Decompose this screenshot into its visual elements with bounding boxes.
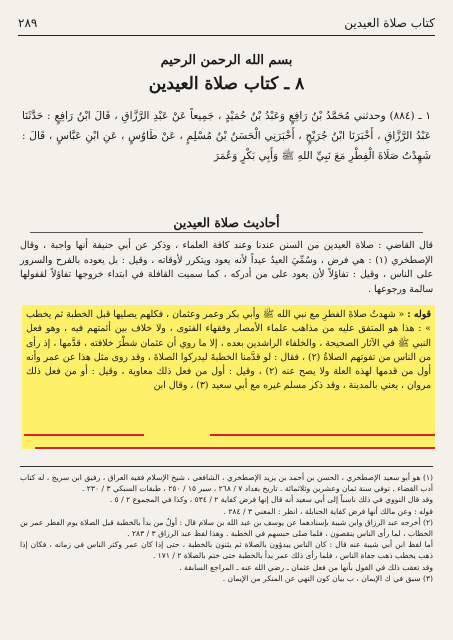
red-underline-1 — [24, 434, 144, 436]
commentary-paragraph: قال القاضي : صلاة العيدين من السنن عندنا وعند كافة العلماء ، وذكر عن أبي حنيفة أنها واجبة ، وقال الإصطخري (١) : هي فرض ، وسُمِّيَ العيدُ عيداً لأنه يعود ويتكرر لأوقاته ، وقيل : بل يعوده بالفرح والسرور على الناس ، وقيل : تفاؤلاً لأن يعود على من أدركه ، كما سميت القافلة في ابتداء خروجها تفاؤلاً لقفولها سالمة ورجوعها . — [20, 240, 433, 295]
page-number: ٢٨٩ — [18, 16, 38, 30]
footnote: أما لفظ ابن أبي شيبة عنه قال : كان الناس يبدؤون بالصلاة ثم يثنون بالخطبة ، حتى إذا كان عمر وكثر الناس في زمانه ، فكان إذا ذهب يخطب ذهب جفاة الناس ، فلما رأى ذلك عمر بدأ بالخطبة حتى ختم بالصلاة ٢ / ١٧١ . — [20, 540, 433, 561]
section-title: أحاديث صلاة العيدين — [173, 215, 280, 230]
red-underline-3 — [35, 447, 435, 449]
footnote: (٣) سبق في ك الإيمان ، ب بيان كون النهي عن المنكر من الإيمان . — [222, 573, 433, 583]
footnote: وقد تعقب ذلك في القول بأنها من فعل عثمان ـ رضي الله عنه ـ المراجع السابقة . — [179, 562, 433, 572]
highlight-lead: قوله : — [407, 309, 431, 320]
footnote-rule — [20, 466, 433, 467]
hadith-text: ١ ـ (٨٨٤) وحدثني مُحَمَّدُ بْنُ رَافِعٍ وَعَبْدُ بْنُ حُمَيْدٍ ، جَمِيعاً عَنْ عَبْدِ الرَّزَّاقِ ، قَالَ ابْنُ رَافِعٍ : حَدَّثَنَا عَبْدُ الرَّزَّاقِ ، أَخْبَرَنَا ابْنُ جُرَيْجٍ ، أَخْبَرَنِي الْحَسَنُ بْنُ مُسْلِمٍ ، عَنْ طَاوُسٍ ، عَنِ ابْنِ عَبَّاسٍ ، قَالَ : شَهِدْتُ صَلَاةَ الْفِطْرِ مَعَ نَبِيِّ اللهِ ﷺ وَأَبِي بَكْرٍ وَعُمَرَ — [22, 110, 431, 162]
footnotes — [20, 472, 433, 584]
book-title: ٨ ـ كتاب صلاة العيدين — [148, 74, 305, 94]
section-rule — [30, 232, 423, 233]
header-rule — [18, 35, 435, 36]
red-underline-2 — [210, 434, 435, 436]
basmala: بسم الله الرحمن الرحيم — [160, 53, 293, 68]
highlighted-passage — [26, 308, 431, 394]
footnote: قوله : وعن مالك أنها فرض كفاية الحنابلة ، انظر : المغني ٣ / ٢٨٤ . — [223, 506, 433, 516]
highlight-text: « شهدتُ صلاةَ الفطرِ مع نبي الله ﷺ وأبي بكر وعمر وعثمان ، فكلهم يصليها قبل الخطبة ثم يخطب » : هذا هو المتفق عليه من مذاهب علماء الأمصار وفقهاء الفتوى ، ولا خلاف بين أئمتهم فيه ، وهو فعل النبي ﷺ في الآثار الصحيحة ، والخلفاء الراشدين بعده ، إلا ما روي أن عثمان شطْرَ خلافته ، قدَّمها ، إذ رأى من الناس من تفوتهم الصلاةُ (٢) ، فقال : لو قدَّمنا الخطبةَ ليدركوا الصلاةَ ، وقد روى مثل هذا عن عمر وأنه أول من قدمها لهذه العلة ولا يصح عنه (٢) ، وقيل : أول من فعل ذلك معاوية ، وقيل : أو من فعل ذلك مروان ، يعني بالمدينة ، وقد ذكر مسلم غيره مع أبي سعيد (٣) ، وقال ابن — [26, 309, 431, 392]
running-title: كتاب صلاة العيدين — [344, 16, 435, 30]
footnote: وقد قال النووي في ذلك ناسباً إلى أبي سعيد أنه قال إنها فرض كفاية ٢ / ٥٣٤ ، وكذا في المجموع ٢ / ٥ . — [109, 495, 433, 505]
footnote: (١) هو أبو سعيد الإصطخري ، الحسن بن أحمد بن يزيد الإصطخري ، الشافعي ، شيخ الإسلام فقيه العراق ، رفيق ابن سريج ، له كتاب أدب القضاء . توفي سنة ثمان وعشرين وثلاثمائة . تاريخ بغداد ٧ / ٢٦٨ ، سير ١٥ / ٢٥٠ ، طبقات السبكي ٣ / ٢٣٠ . — [20, 473, 433, 494]
page-header — [18, 10, 435, 36]
footnote: (٢) أخرجه عبد الرزاق وابن شيبة بإسنادهما عن يوسف بن عبد الله بن سلام قال : أولُ من بدأ بالخطبة قبل الصلاة يوم الفطر عمر بن الخطاب ، لما رأى الناس ينقصون ، فلما صلى حبسهم في الخطبة . وهذا لفظ عبد الرزاق ٣ / ٢٨٣ . — [20, 517, 433, 539]
